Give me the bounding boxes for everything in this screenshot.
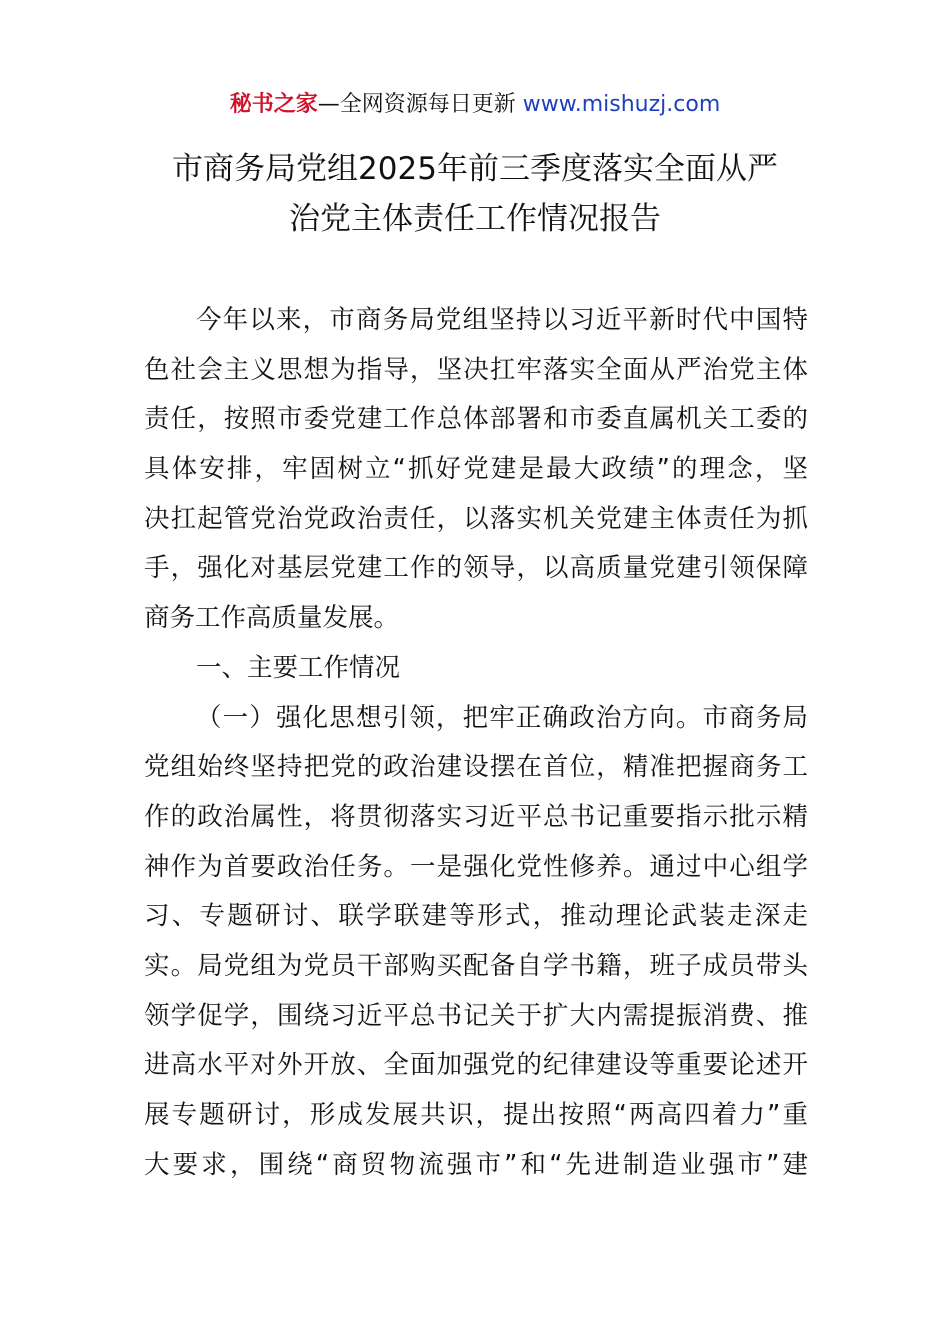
paragraph-line: 领学促学，围绕习近平总书记关于扩大内需提振消费、推 bbox=[144, 1000, 808, 1031]
paragraph-line: 展专题研讨，形成发展共识，提出按照“两高四着力”重 bbox=[144, 1100, 808, 1130]
paragraph-line: 责任，按照市委党建工作总体部署和市委直属机关工委的 bbox=[144, 404, 808, 435]
paragraph-line: 进高水平对外开放、全面加强党的纪律建设等重要论述开 bbox=[144, 1050, 808, 1081]
paragraph-line: 作的政治属性，将贯彻落实习近平总书记重要指示批示精 bbox=[144, 801, 808, 832]
title-line: 市商务局党组2025年前三季度落实全面从严 bbox=[172, 151, 778, 187]
title-line: 治党主体责任工作情况报告 bbox=[289, 201, 661, 237]
site-header bbox=[0, 88, 950, 122]
paragraph-line: 习、专题研讨、联学联建等形式，推动理论武装走深走 bbox=[144, 901, 808, 932]
section-heading: 一、主要工作情况 bbox=[196, 652, 401, 683]
paragraph-line: 今年以来，市商务局党组坚持以习近平新时代中国特 bbox=[196, 305, 808, 335]
paragraph-line: 手，强化对基层党建工作的领导，以高质量党建引领保障 bbox=[144, 553, 808, 584]
paragraph-line: 神作为首要政治任务。一是强化党性修养。通过中心组学 bbox=[144, 851, 808, 882]
site-url-link[interactable]: www.mishuzj.com bbox=[522, 92, 721, 117]
paragraph-line: 大要求，围绕“商贸物流强市”和“先进制造业强市”建 bbox=[144, 1149, 808, 1180]
paragraph-line: 商务工作高质量发展。 bbox=[144, 603, 400, 634]
document-title bbox=[100, 144, 850, 244]
paragraph-line: 具体安排，牢固树立“抓好党建是最大政绩”的理念，坚 bbox=[144, 454, 808, 485]
paragraph-line: （一）强化思想引领，把牢正确政治方向。市商务局 bbox=[196, 702, 808, 733]
paragraph-line: 色社会主义思想为指导，坚决扛牢落实全面从严治党主体 bbox=[144, 354, 808, 385]
header-slogan: —全网资源每日更新 bbox=[317, 92, 516, 117]
paragraph-line: 实。局党组为党员干部购买配备自学书籍，班子成员带头 bbox=[144, 950, 808, 981]
paragraph-line: 决扛起管党治党政治责任，以落实机关党建主体责任为抓 bbox=[144, 503, 808, 534]
paragraph-line: 党组始终坚持把党的政治建设摆在首位，精准把握商务工 bbox=[144, 752, 808, 783]
brand-name: 秘书之家 bbox=[229, 92, 318, 117]
document-body bbox=[144, 296, 808, 1190]
